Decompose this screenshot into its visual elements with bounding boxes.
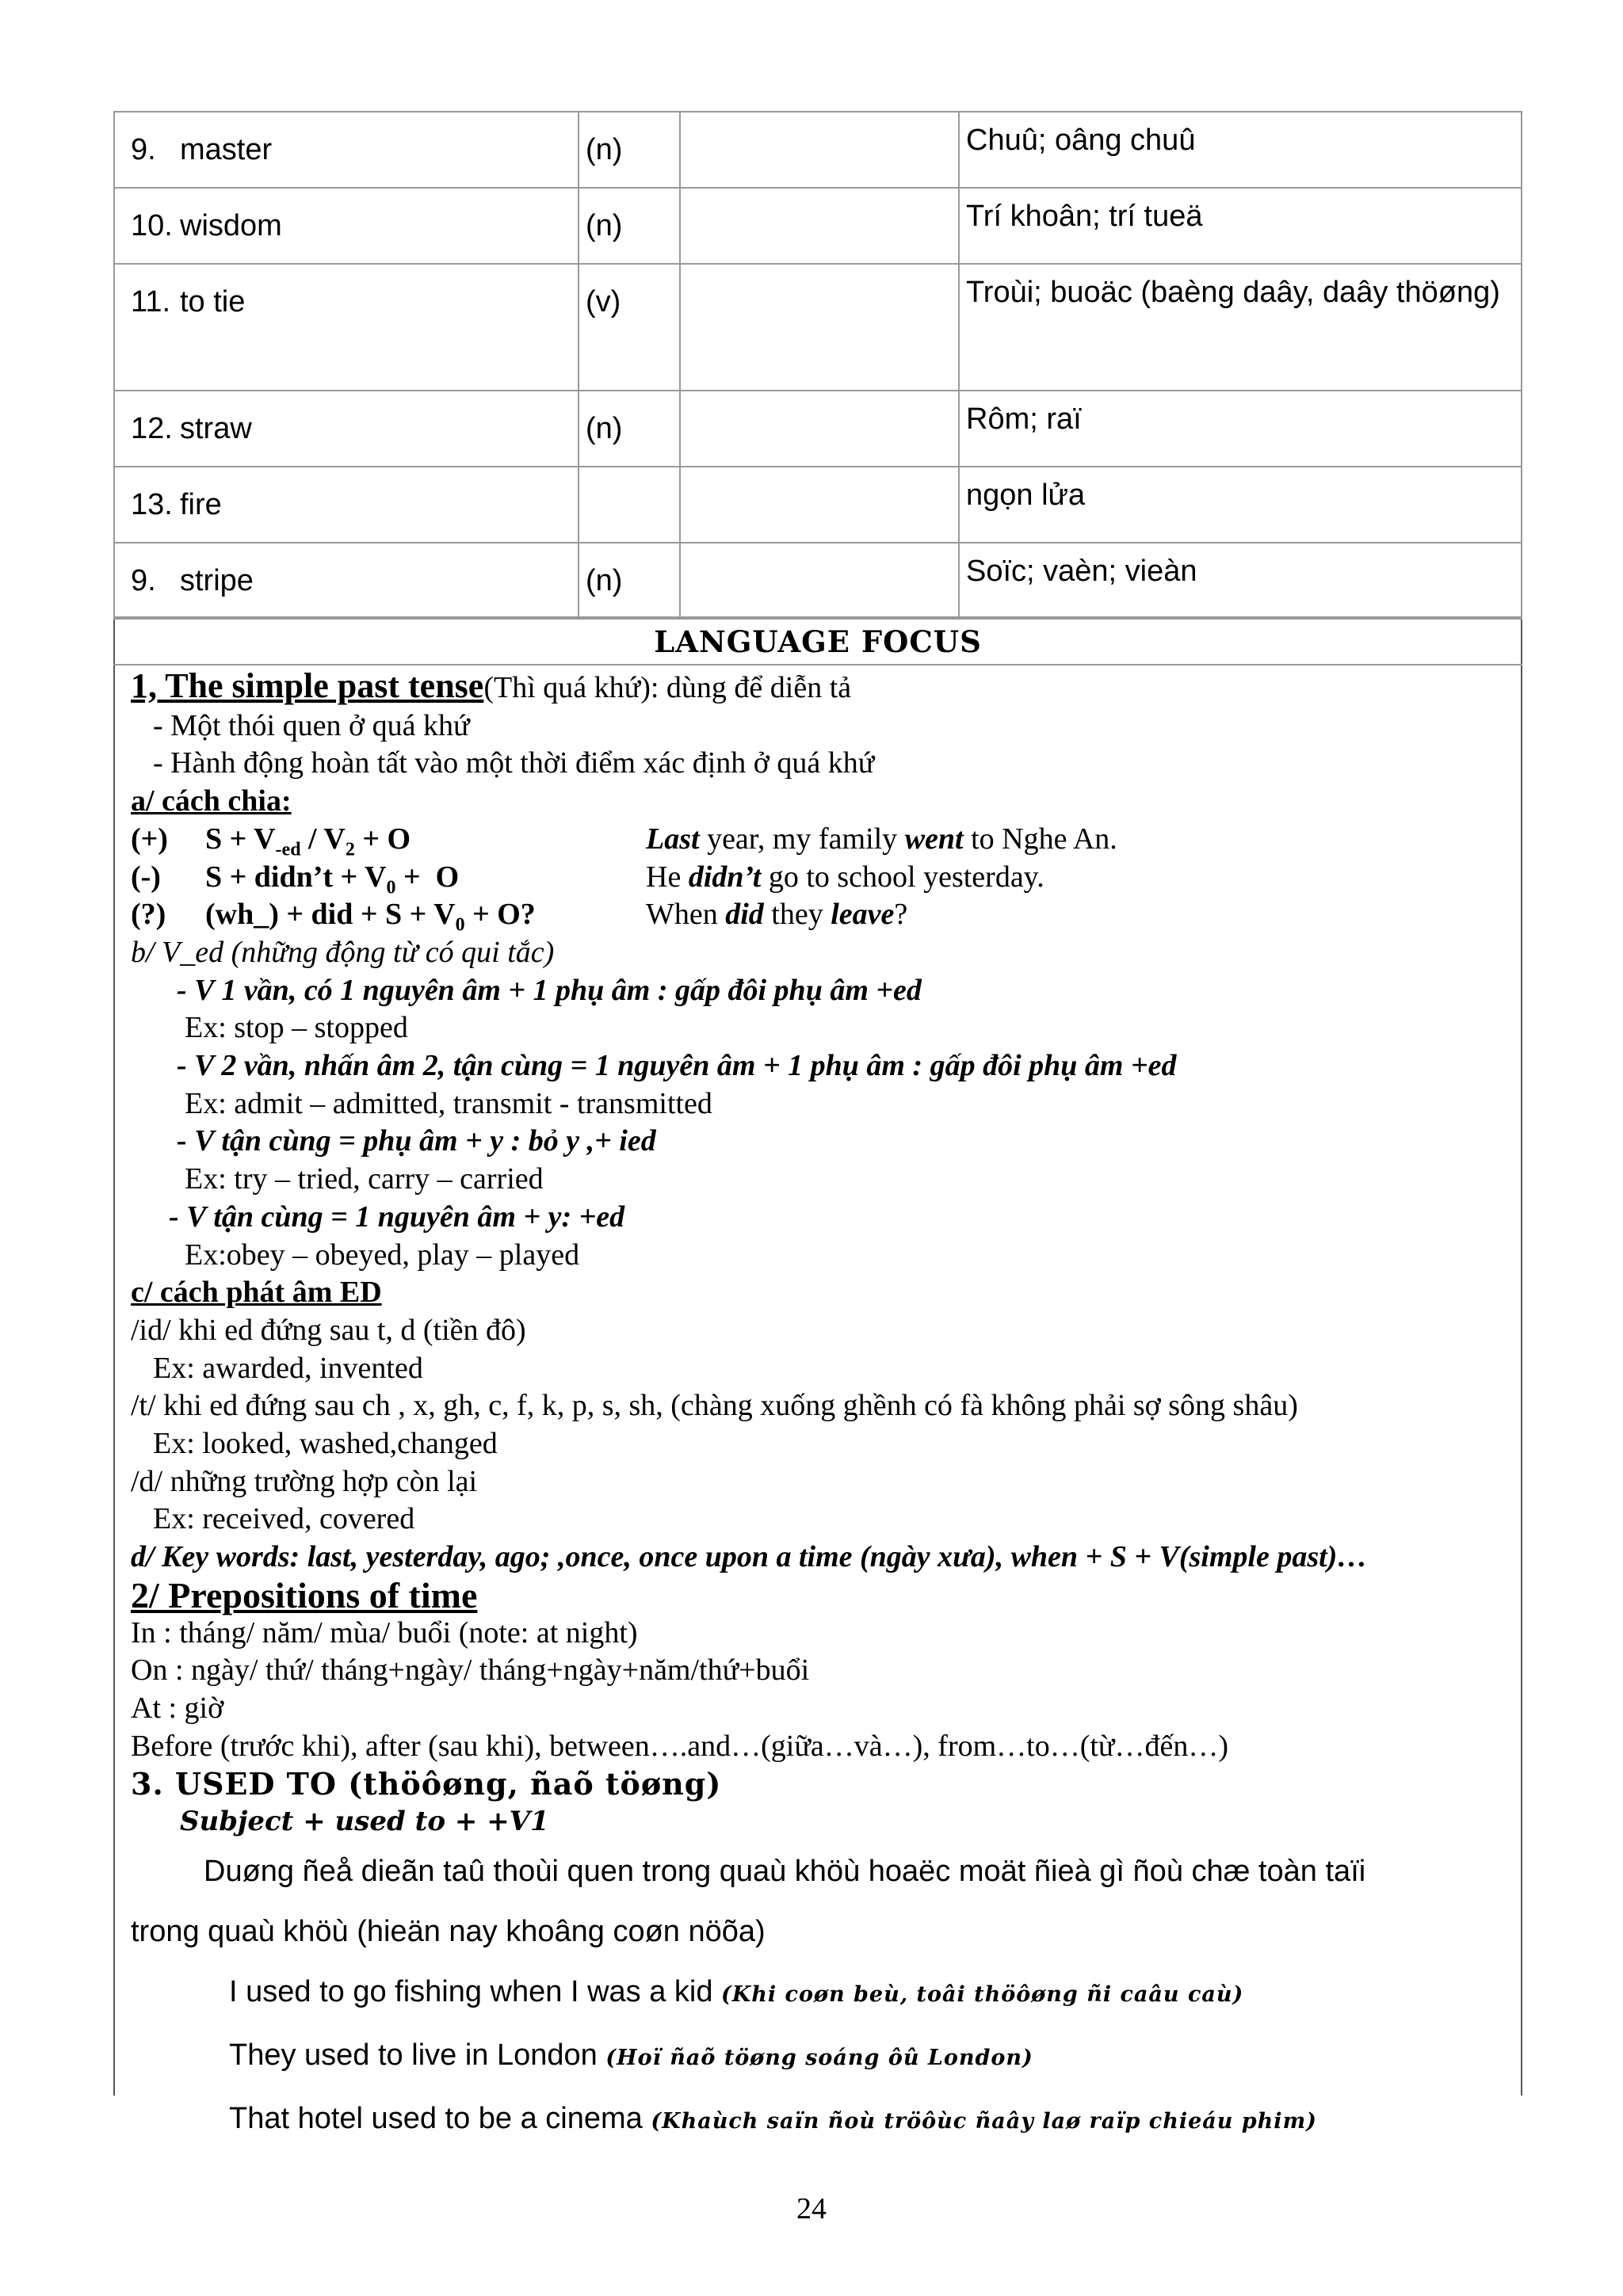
subsection-note: (những động từ có qui tắc) — [223, 935, 555, 969]
example-line: Ex: admit – admitted, transmit - transmitted — [185, 1086, 712, 1120]
subsection-title: c/ cách phát âm ED — [131, 1276, 382, 1310]
rule-line: - V 1 vần, có 1 nguyên âm + 1 phụ âm : gấp đôi phụ âm +ed — [177, 973, 922, 1007]
vocab-meaning: Chuû; oâng chuû — [959, 112, 1522, 188]
used-to-description: Duøng ñeå dieãn taû thoùi quen trong quaù khöù hoaëc moät ñieà gì ñoù chæ toàn taïi — [204, 1854, 1366, 1888]
part-of-speech: (n) — [586, 133, 623, 166]
item-number: 11. — [131, 285, 171, 318]
subsection-title: b/ V_ed — [131, 935, 224, 969]
formula-sign: (+) — [131, 822, 168, 856]
item-number: 9. — [131, 133, 156, 166]
item-number: 13. — [131, 488, 173, 521]
used-to-formula: Subject + used to + +V1 — [180, 1806, 549, 1838]
example-part: they — [763, 898, 831, 932]
pronunciation-rule: /d/ những trường hợp còn lại — [131, 1464, 478, 1498]
example-line: Ex: awarded, invented — [153, 1351, 423, 1385]
vocab-meaning: Troùi; buoäc (baèng daây, daây thöøng) — [959, 264, 1522, 391]
vocab-meaning: Trí khoân; trí tueä — [959, 188, 1522, 264]
table-row — [114, 264, 1522, 391]
example-part: to Nghe An. — [963, 822, 1117, 856]
subsection-title: a/ cách chia: — [131, 784, 292, 818]
example-part: When — [646, 898, 726, 932]
key-words-line: d/ Key words: last, yesterday, ago; ,once, once upon a time (ngày xưa), when + S + V(simple past)… — [131, 1540, 1368, 1574]
example-translation: (Hoï ñaõ töøng soáng ôû London) — [605, 2045, 1033, 2070]
formula-sign: (?) — [131, 898, 166, 932]
example-part: year, my family — [699, 822, 905, 856]
usage-line: - Một thói quen ở quá khứ — [153, 708, 470, 742]
page-number: 24 — [796, 2192, 827, 2225]
preposition-at: At : giờ — [131, 1691, 224, 1725]
grammar-content — [131, 667, 1510, 2152]
vocabulary-table — [113, 111, 1522, 620]
part-of-speech: (v) — [586, 285, 621, 318]
table-row — [114, 391, 1522, 467]
vocab-word: fire — [180, 488, 222, 521]
vocab-word: wisdom — [180, 209, 282, 242]
rule-line: - V tận cùng = phụ âm + y : bỏ y ,+ ied — [177, 1124, 656, 1158]
table-row — [114, 467, 1522, 543]
used-to-example — [131, 2088, 1510, 2152]
example-part: went — [904, 822, 964, 856]
example-line: Ex: received, covered — [153, 1502, 415, 1536]
pronunciation-rule: /id/ khi ed đứng sau t, d (tiền đô) — [131, 1313, 526, 1347]
vocab-meaning: Rôm; raï — [959, 391, 1522, 467]
example-line: Ex:obey – obeyed, play – played — [185, 1238, 580, 1272]
part-of-speech: (n) — [586, 412, 623, 445]
item-number: 9. — [131, 564, 156, 597]
prepositions-heading: 2/ Prepositions of time — [131, 1574, 478, 1615]
formula: (wh_) + did + $S + V_0 + O$? — [205, 898, 536, 936]
example-translation: (Khi coøn beù, toâi thöôøng ñi caâu caù) — [721, 1981, 1244, 2007]
formula: $S + V_{-ed} / V_2 + O$ — [205, 822, 411, 860]
preposition-in: In : tháng/ năm/ mùa/ buổi (note: at night) — [131, 1615, 638, 1650]
table-row — [114, 543, 1522, 619]
vocab-word: stripe — [180, 564, 254, 597]
formula-example — [646, 896, 907, 934]
vocab-word: straw — [180, 412, 252, 445]
example-line: Ex: looked, washed,changed — [153, 1427, 498, 1461]
usage-line: - Hành động hoàn tất vào một thời điểm xác định ở quá khứ — [153, 746, 875, 780]
example-part: go to school yesterday. — [761, 860, 1044, 894]
preposition-on: On : ngày/ thứ/ tháng+ngày/ tháng+ngày+năm/thứ+buổi — [131, 1653, 810, 1688]
rule-line: - V 2 vần, nhấn âm 2, tận cùng = 1 nguyên âm + 1 phụ âm : gấp đôi phụ âm +ed — [177, 1049, 1177, 1083]
example-line: Ex: stop – stopped — [185, 1011, 408, 1045]
vocab-meaning: Soïc; vaèn; vieàn — [959, 543, 1522, 619]
example-sentence: I used to go fishing when I was a kid — [229, 1974, 713, 2008]
formula-row — [131, 896, 1510, 934]
example-part: leave — [831, 898, 895, 932]
used-to-example — [131, 2025, 1510, 2088]
item-number: 12. — [131, 412, 173, 445]
table-row — [114, 112, 1522, 188]
formula-sign: (-) — [131, 860, 161, 894]
part-of-speech: (n) — [586, 564, 623, 597]
item-number: 10. — [131, 209, 173, 242]
formula-row — [131, 821, 1510, 859]
example-sentence: They used to live in London — [229, 2038, 598, 2072]
simple-past-heading-line — [131, 667, 1510, 707]
formula: S + didn’t + $V_0 + O$ — [205, 860, 460, 898]
example-translation: (Khaùch saïn ñoù tröôùc ñaây laø raïp chieáu phim) — [651, 2108, 1317, 2134]
example-part: ? — [894, 898, 908, 932]
preposition-others: Before (trước khi), after (sau khi), between….and…(giữa…và…), from…to…(từ…đến…) — [131, 1729, 1229, 1763]
example-part: didn’t — [688, 860, 762, 894]
simple-past-heading: 1, The simple past tense — [131, 666, 484, 705]
vocab-meaning: ngọn lửa — [959, 467, 1522, 543]
example-part: Last — [646, 822, 700, 856]
section-title: LANGUAGE FOCUS — [113, 616, 1522, 666]
table-row — [114, 188, 1522, 264]
used-to-example — [131, 1962, 1510, 2025]
vocab-word: master — [180, 133, 273, 166]
example-sentence: That hotel used to be a cinema — [229, 2101, 643, 2135]
formula-example — [646, 821, 1117, 859]
formula-row — [131, 859, 1510, 897]
simple-past-heading-note: (Thì quá khứ): dùng để diễn tả — [483, 671, 852, 704]
example-line: Ex: try – tried, carry – carried — [185, 1162, 544, 1196]
used-to-description: trong quaù khöù (hieän nay khoâng coøn nöõa) — [131, 1914, 766, 1948]
vocab-word: to tie — [180, 285, 246, 318]
part-of-speech: (n) — [586, 209, 623, 242]
example-part: He — [646, 860, 689, 894]
formula-example — [646, 859, 1044, 897]
rule-line: - V tận cùng = 1 nguyên âm + y: +ed — [169, 1199, 625, 1234]
used-to-heading: 3. USED TO (thöôøng, ñaõ töøng) — [131, 1766, 722, 1802]
pronunciation-rule: /t/ khi ed đứng sau ch , x, gh, c, f, k, p, s, sh, (chàng xuống ghềnh có fà không phải sợ sông shâu) — [131, 1389, 1298, 1423]
example-part: did — [725, 898, 764, 932]
